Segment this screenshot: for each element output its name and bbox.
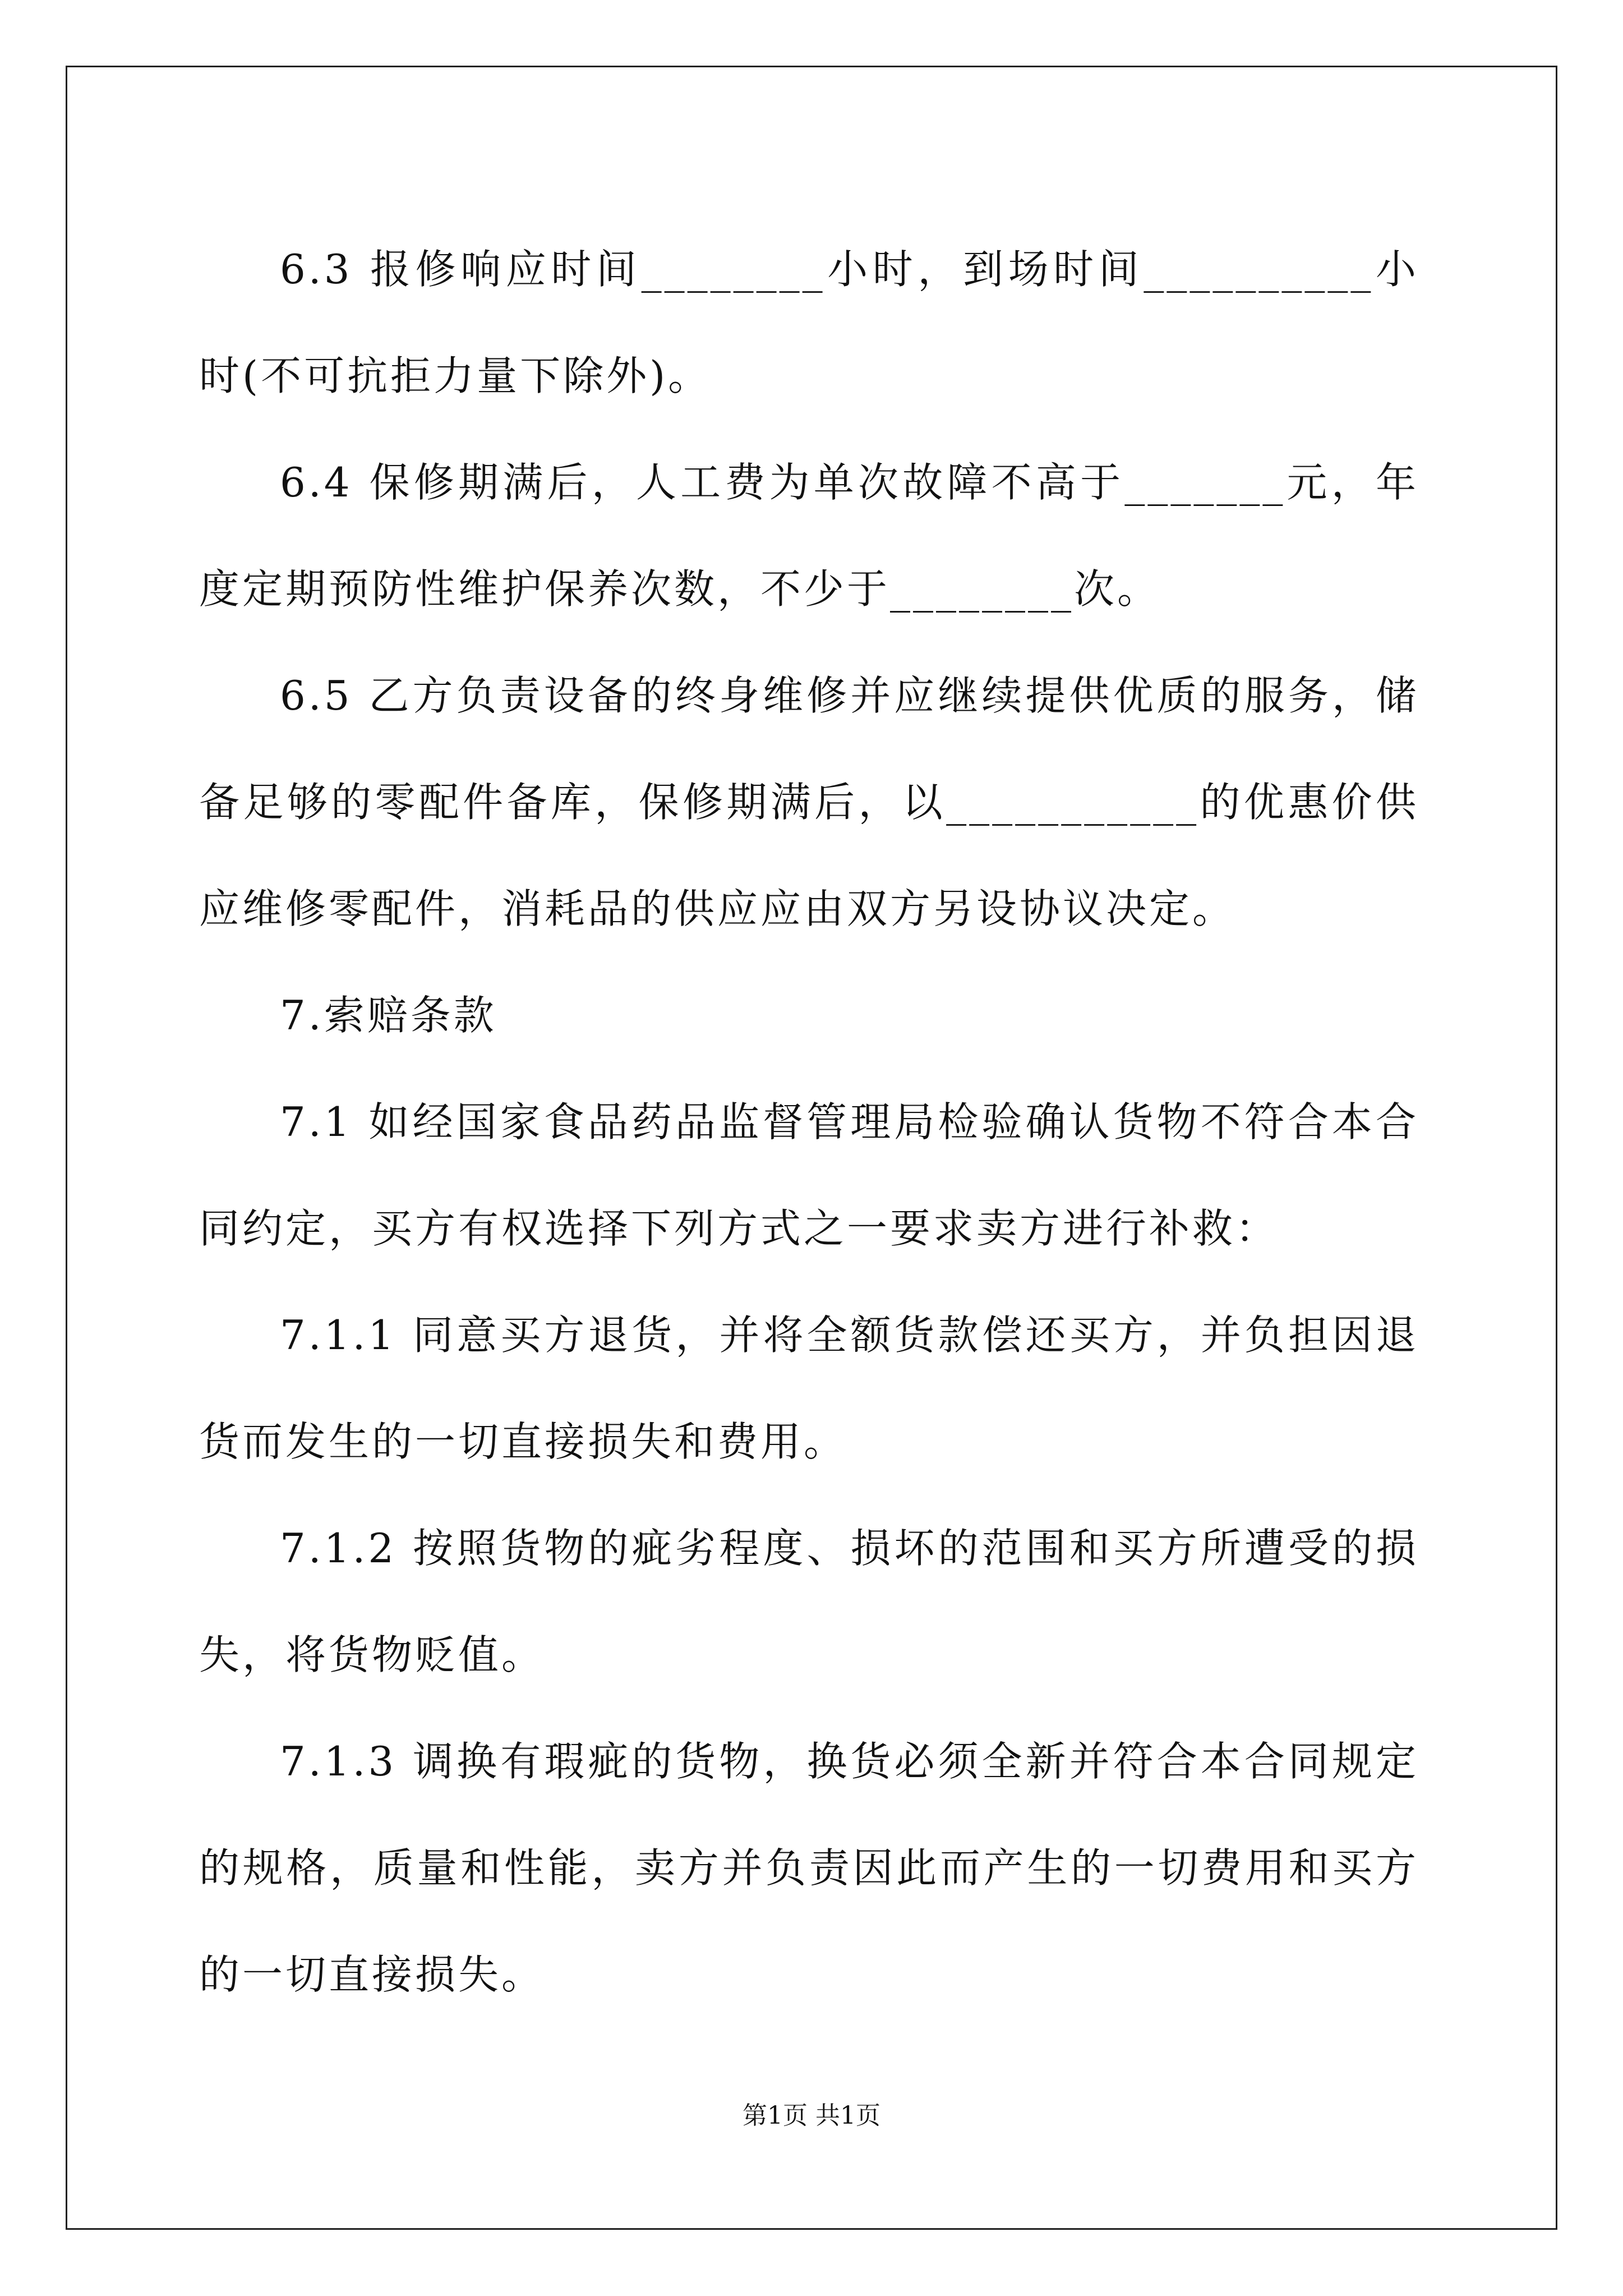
page-footer: 第1页 共1页 — [743, 2101, 880, 2130]
clause-6-4: 6.4 保修期满后，人工费为单次故障不高于_______元，年度定期预防性维护保养次数，不少于________次。 — [199, 459, 1419, 613]
clause-6-5: 6.5 乙方负责设备的终身维修并应继续提供优质的服务，储备足够的零配件备库，保修期满后，以___________的优惠价供应维修零配件，消耗品的供应应由双方另设协议决定。 — [199, 672, 1419, 932]
clause-7-1-2: 7.1.2 按照货物的疵劣程度、损坏的范围和买方所遭受的损失，将货物贬值。 — [199, 1525, 1419, 1678]
clause-7-1: 7.1 如经国家食品药品监督管理局检验确认货物不符合本合同约定，买方有权选择下列方式之一要求卖方进行补救： — [199, 1098, 1419, 1252]
clause-6-3: 6.3 报修响应时间________小时，到场时间__________小时(不可抗拒力量下除外)。 — [199, 246, 1419, 399]
clause-7-1-1: 7.1.1 同意买方退货，并将全额货款偿还买方，并负担因退货而发生的一切直接损失和费用。 — [199, 1312, 1419, 1465]
clause-7-1-3: 7.1.3 调换有瑕疵的货物，换货必须全新并符合本合同规定的规格，质量和性能，卖方并负责因此而产生的一切费用和买方的一切直接损失。 — [199, 1738, 1419, 1998]
document-body — [199, 216, 1419, 2028]
section-7-heading: 7.索赔条款 — [280, 992, 497, 1039]
